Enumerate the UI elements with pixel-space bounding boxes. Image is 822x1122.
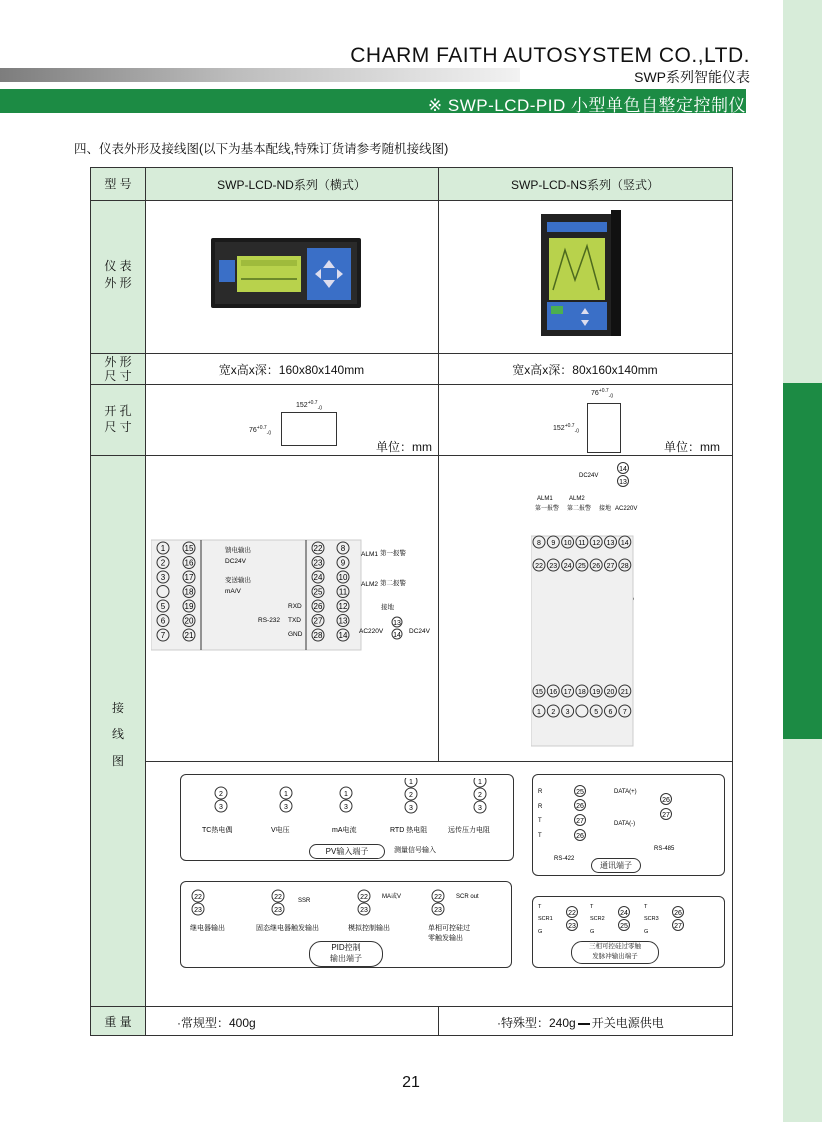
svg-text:22: 22 <box>360 894 368 901</box>
svg-text:DATA(-): DATA(-) <box>614 821 636 827</box>
svg-text:14: 14 <box>393 632 401 639</box>
ns-terminal-label: 6 <box>608 709 613 716</box>
svg-text:变送输出: 变送输出 <box>225 577 251 584</box>
page-number: 21 <box>402 1074 420 1091</box>
svg-text:单相可控硅过: 单相可控硅过 <box>428 925 470 932</box>
pv-terminal-label: 1 <box>478 779 482 786</box>
svg-text:AC220V: AC220V <box>359 628 384 635</box>
nd-cutout-height: $76^{+0.7}_{-0}$ <box>249 425 272 437</box>
ns-terminal-label: 11 <box>578 540 586 547</box>
svg-text:SSR: SSR <box>298 898 311 904</box>
label-cutout: 开 孔 尺 寸 <box>104 404 132 434</box>
svg-text:25: 25 <box>576 789 584 796</box>
svg-text:14: 14 <box>619 466 627 473</box>
nd-terminal-label: 8 <box>340 544 346 553</box>
section-heading: 四、仪表外形及接线图(以下为基本配线,特殊订货请参考随机接线图) <box>74 142 449 156</box>
svg-text:固态继电器触发输出: 固态继电器触发输出 <box>256 925 319 932</box>
nd-terminal-label: 19 <box>184 602 194 611</box>
label-weight: 重 量 <box>104 1015 132 1029</box>
svg-text:G: G <box>538 929 543 935</box>
pv-terminal-label: 3 <box>409 805 413 812</box>
edge-band-dark <box>783 383 822 739</box>
svg-text:DC24V: DC24V <box>579 473 599 479</box>
svg-text:T: T <box>538 904 542 910</box>
ns-terminal-label: 15 <box>535 689 543 696</box>
company-name: CHARM FAITH AUTOSYSTEM CO.,LTD. <box>350 44 750 67</box>
svg-text:27: 27 <box>674 923 682 930</box>
svg-text:26: 26 <box>576 803 584 810</box>
svg-text:23: 23 <box>360 907 368 914</box>
svg-text:23: 23 <box>194 907 202 914</box>
ns-terminal-label: 25 <box>578 563 586 570</box>
svg-text:26: 26 <box>674 910 682 917</box>
svg-text:G: G <box>644 929 649 935</box>
svg-text:DC24V: DC24V <box>225 558 246 565</box>
ns-terminal-label: 17 <box>563 689 572 696</box>
svg-text:TC热电偶: TC热电偶 <box>202 827 233 834</box>
ns-terminal-label: 12 <box>592 540 601 547</box>
nd-terminal-label: 11 <box>338 587 348 597</box>
svg-text:22: 22 <box>568 910 576 917</box>
svg-text:GND: GND <box>288 631 303 638</box>
svg-text:27: 27 <box>576 818 584 825</box>
pv-terminal-label: 1 <box>344 791 348 798</box>
scr3-terminals <box>536 900 721 945</box>
nd-terminal-label: 12 <box>338 602 348 611</box>
pv-terminal-label: 3 <box>344 804 348 811</box>
pv-terminal-label: 2 <box>409 792 413 799</box>
nd-dimension: 宽x高x深：160x80x140mm <box>218 363 365 377</box>
product-title: ※ SWP-LCD-PID 小型单色自整定控制仪 <box>427 96 746 115</box>
svg-text:T: T <box>538 818 542 824</box>
pv-terminal-label: 3 <box>219 804 223 811</box>
nd-terminal-label: 23 <box>313 558 323 568</box>
svg-text:23: 23 <box>568 923 576 930</box>
nd-terminal-label: 26 <box>313 602 323 611</box>
ns-terminal-label: 1 <box>537 709 541 716</box>
svg-text:R: R <box>538 804 543 810</box>
ns-terminal-label: 2 <box>551 709 556 716</box>
ns-terminal-label: 27 <box>606 563 615 570</box>
svg-text:13: 13 <box>393 620 401 627</box>
svg-text:SCR1: SCR1 <box>538 916 553 922</box>
svg-text:DC24V: DC24V <box>409 628 430 635</box>
svg-text:26: 26 <box>662 797 670 804</box>
nd-weight: ·常规型：400g <box>177 1016 256 1030</box>
ns-cutout-width: $76^{+0.7}_{-0}$ <box>591 388 614 400</box>
nd-terminal-label: 13 <box>338 616 348 626</box>
pv-terminal-label: 3 <box>284 804 288 811</box>
nd-terminal-label: 25 <box>313 587 323 597</box>
svg-text:22: 22 <box>194 894 202 901</box>
nd-terminal-label: 22 <box>313 544 323 553</box>
svg-text:第一报警: 第一报警 <box>535 506 560 512</box>
nd-terminal-label: 14 <box>338 631 348 640</box>
ns-terminal-label: 26 <box>592 563 601 570</box>
svg-text:零触发输出: 零触发输出 <box>428 935 463 942</box>
svg-text:ALM2: ALM2 <box>569 496 585 502</box>
ns-wiring-diagram <box>531 458 701 758</box>
nd-unit: 单位：mm <box>376 440 432 454</box>
nd-terminal-label: 6 <box>160 616 166 626</box>
nd-cutout-rect <box>281 412 337 446</box>
ns-model: SWP-LCD-NS系列（竖式） <box>510 178 659 192</box>
svg-text:T: T <box>644 904 648 910</box>
ns-terminal-label: 16 <box>549 689 558 696</box>
ns-terminal-label: 10 <box>563 540 572 547</box>
ns-terminal-label: 3 <box>565 709 570 716</box>
spec-table <box>90 167 733 1036</box>
ns-weight: ·特殊型：240g 开关电源供电 <box>497 1016 664 1030</box>
nd-device-photo <box>211 238 361 308</box>
svg-text:mA/V: mA/V <box>225 588 241 595</box>
svg-text:SCR out: SCR out <box>456 894 479 900</box>
svg-text:T: T <box>538 833 542 839</box>
nd-terminal-label: 16 <box>184 558 194 568</box>
svg-text:RTD 热电阻: RTD 热电阻 <box>390 827 428 834</box>
ns-terminal-label: 22 <box>535 563 543 570</box>
comm-label: 通讯端子 <box>591 858 641 873</box>
nd-terminal-label: 7 <box>160 631 166 640</box>
svg-text:23: 23 <box>434 907 442 914</box>
ns-cutout-height: $152^{+0.7}_{-0}$ <box>553 423 580 435</box>
pv-terminal-label: 1 <box>409 779 413 786</box>
nd-terminal-label: 17 <box>184 573 194 582</box>
ns-terminal-label: 5 <box>594 709 599 716</box>
svg-text:接地: 接地 <box>381 604 394 611</box>
svg-text:MA或V: MA或V <box>382 894 402 900</box>
svg-text:27: 27 <box>662 812 670 819</box>
series-name: SWP系列智能仪表 <box>634 69 750 85</box>
svg-text:馈电输出: 馈电输出 <box>225 547 251 554</box>
header-grey-bar <box>0 68 520 82</box>
svg-text:接地: 接地 <box>599 506 612 512</box>
label-model: 型 号 <box>104 177 132 191</box>
nd-cutout-width: $152^{+0.7}_{-0}$ <box>296 400 323 412</box>
ns-terminal-label: 14 <box>620 540 629 547</box>
svg-text:远传压力电阻: 远传压力电阻 <box>448 827 490 834</box>
ns-terminal-label: 18 <box>578 689 586 696</box>
svg-text:26: 26 <box>576 833 584 840</box>
svg-text:测量信号输入: 测量信号输入 <box>394 847 436 854</box>
svg-text:RS-232: RS-232 <box>258 617 281 624</box>
svg-text:22: 22 <box>274 894 282 901</box>
nd-terminal-label: 20 <box>184 616 194 626</box>
nd-terminal-label: 28 <box>313 631 323 640</box>
nd-terminal-label: 3 <box>160 573 166 582</box>
svg-text:SCR2: SCR2 <box>590 916 605 922</box>
svg-text:V电压: V电压 <box>271 827 290 834</box>
svg-text:ALM1: ALM1 <box>537 496 553 502</box>
label-appearance: 仪 表 外 形 <box>104 259 132 290</box>
label-dimension: 外 形 尺 寸 <box>104 355 132 384</box>
svg-text:SCR3: SCR3 <box>644 916 659 922</box>
ns-terminal-label: 21 <box>620 689 629 696</box>
ns-terminal-label: 9 <box>551 540 556 547</box>
pv-input-label: PV输入端子 <box>309 844 385 859</box>
pid-output-label: PID控制 输出端子 <box>309 941 383 967</box>
ns-dimension: 宽x高x深：80x160x140mm <box>512 363 658 377</box>
pv-terminal-label: 2 <box>478 792 482 799</box>
nd-terminal-label: 1 <box>160 544 166 553</box>
svg-text:ALM1: ALM1 <box>361 551 378 558</box>
ns-terminal-label: 23 <box>549 563 558 570</box>
nd-model: SWP-LCD-ND系列（横式） <box>217 178 366 192</box>
ns-terminal-label: 19 <box>592 689 601 696</box>
ns-terminal-label: 8 <box>537 540 541 547</box>
nd-terminal-label: 10 <box>338 573 348 582</box>
svg-text:第二报警: 第二报警 <box>380 580 406 587</box>
label-wiring: 接 线 图 <box>111 701 124 768</box>
nd-terminal-label: 9 <box>340 558 346 568</box>
ns-unit: 单位：mm <box>664 440 720 454</box>
svg-text:R: R <box>538 789 543 795</box>
nd-terminal-label: 18 <box>184 587 194 597</box>
ns-terminal-label: 13 <box>606 540 615 547</box>
ns-terminal-label: 28 <box>620 563 629 570</box>
svg-text:RS-422: RS-422 <box>554 856 575 862</box>
svg-text:RS-485: RS-485 <box>654 846 675 852</box>
svg-text:22: 22 <box>434 894 442 901</box>
svg-text:AC220V: AC220V <box>615 506 638 512</box>
ns-cutout-rect <box>587 403 621 453</box>
ns-terminal-label: 20 <box>606 689 615 696</box>
nd-wiring-diagram <box>151 535 436 655</box>
nd-terminal-label: 21 <box>184 631 194 640</box>
nd-terminal-label: 2 <box>160 558 166 568</box>
svg-text:T: T <box>590 904 594 910</box>
svg-text:mA电流: mA电流 <box>332 827 357 834</box>
pv-terminal-label: 3 <box>478 805 482 812</box>
ns-terminal-label: 24 <box>563 563 572 570</box>
svg-text:G: G <box>590 929 595 935</box>
label-column-bg <box>91 200 145 1035</box>
svg-text:13: 13 <box>619 479 627 486</box>
nd-terminal-label: 15 <box>184 544 194 553</box>
ns-terminal-label: 7 <box>622 709 627 716</box>
pv-terminal-label: 2 <box>219 791 223 798</box>
pv-terminal-label: 1 <box>284 791 288 798</box>
svg-text:25: 25 <box>620 923 628 930</box>
svg-text:模拟控制输出: 模拟控制输出 <box>348 925 390 932</box>
nd-terminal-label: 27 <box>313 616 323 626</box>
svg-text:24: 24 <box>620 910 628 917</box>
svg-text:第一报警: 第一报警 <box>380 550 406 557</box>
nd-terminal-label: 5 <box>160 602 166 611</box>
svg-text:第二报警: 第二报警 <box>567 506 592 512</box>
nd-terminal-label: 24 <box>313 573 323 582</box>
svg-text:DATA(+): DATA(+) <box>614 789 637 795</box>
svg-text:继电器输出: 继电器输出 <box>190 925 225 932</box>
scr3-label: 三相可控硅过零触 发脉冲输出端子 <box>571 941 659 964</box>
svg-text:23: 23 <box>274 907 282 914</box>
ns-device-photo <box>541 210 621 340</box>
svg-text:ALM2: ALM2 <box>361 581 378 588</box>
svg-text:RXD: RXD <box>288 603 302 610</box>
svg-text:TXD: TXD <box>288 617 301 624</box>
